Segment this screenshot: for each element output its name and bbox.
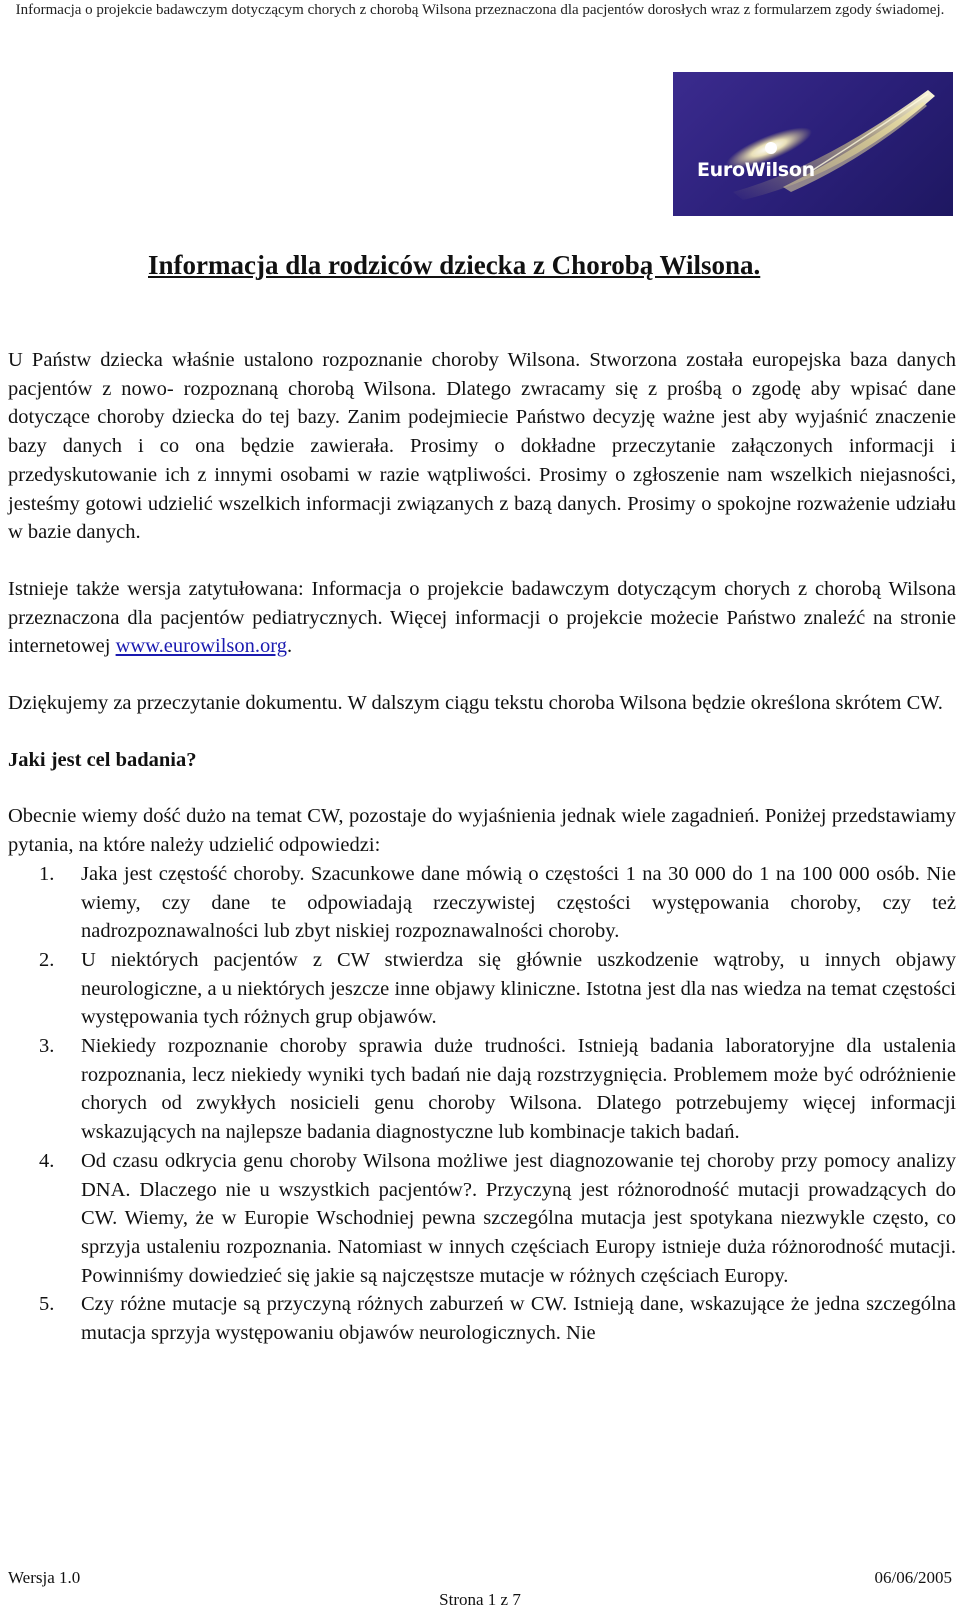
logo-text: EuroWilson xyxy=(697,159,815,181)
list-number: 2. xyxy=(39,948,55,971)
section-heading: Jaki jest cel badania? xyxy=(8,748,197,771)
list-number: 5. xyxy=(39,1293,55,1316)
footer-page-number: Strona 1 z 7 xyxy=(439,1590,521,1609)
footer-version: Wersja 1.0 xyxy=(8,1568,81,1587)
footer-date: 06/06/2005 xyxy=(874,1568,952,1587)
list-number: 4. xyxy=(39,1149,55,1172)
list-item xyxy=(8,1147,956,1291)
list-text: Czy różne mutacje są przyczyną różnych zaburzeń w CW. Istnieją dane, wskazujące że jedna szczególna mutacja sprzyja występowaniu objawów neurologicznych. Nie xyxy=(81,1293,956,1345)
eurowilson-link[interactable]: www.eurowilson.org xyxy=(115,635,287,658)
page-title: Informacja dla rodziców dziecka z Chorobą Wilsona. xyxy=(148,250,761,280)
lead-paragraph: Obecnie wiemy dość dużo na temat CW, pozostaje do wyjaśnienia jednak wiele zagadnień. Poniżej przedstawiamy pytania, na które należy udzielić odpowiedzi: xyxy=(8,805,956,857)
list-text: U niektórych pacjentów z CW stwierdza się głównie uszkodzenie wątroby, u innych objawy neurologiczne, a u niektórych jeszcze inne objawy kliniczne. Istotna jest dla nas wiedza na temat częstości występowania tych różnych grup objawów. xyxy=(81,948,956,1029)
intro-paragraph: U Państw dziecka właśnie ustalono rozpoznanie choroby Wilsona. Stworzona została europejska baza danych pacjentów z nowo- rozpoznaną chorobą Wilsona. Dlatego zwracamy się z prośbą o zgodę aby wpisać dane dotyczące choroby dziecka do tej bazy. Zanim podejmiecie Państwo decyzję ważne jest aby wyjaśnić znaczenie bazy danych i co ona będzie zawierała. Prosimy o dokładne przeczytanie załączonych informacji i przedyskutowanie ich z innymi osobami w razie wątpliwości. Prosimy o zgłoszenie nam wszelkich niejasności, jesteśmy gotowi udzielić wszelkich informacji związanych z bazą danych. Prosimy o spokojne rozważenie udziału w bazie danych. xyxy=(8,349,956,544)
version-info-end: . xyxy=(286,635,293,658)
version-info-text: Istnieje także wersja zatytułowana: Informacja o projekcie badawczym dotyczącym chorych z chorobą Wilsona przeznaczona dla pacjentów pediatrycznych. Więcej informacji o projekcie możecie Państwo znaleźć na stronie internetowej xyxy=(8,577,956,658)
list-number: 1. xyxy=(39,862,55,885)
running-header: Informacja o projekcie badawczym dotyczącym chorych z chorobą Wilsona przeznaczona dla pacjentów dorosłych wraz z formularzem zgody świadomej. xyxy=(15,2,945,18)
eurowilson-logo xyxy=(673,72,953,216)
document-body xyxy=(8,346,956,1348)
thanks-paragraph: Dziękujemy za przeczytanie dokumentu. W dalszym ciągu tekstu choroba Wilsona będzie określona skrótem CW. xyxy=(8,692,943,715)
list-number: 3. xyxy=(39,1035,55,1058)
list-item xyxy=(8,1032,956,1147)
list-text: Jaka jest częstość choroby. Szacunkowe dane mówią o częstości 1 na 30 000 do 1 na 100 000 osób. Nie wiemy, czy dane te odpowiadają rzeczywistej częstości występowania choroby, czy też nadrozpoznawalności lub zbyt niskiej rozpoznawalności choroby. xyxy=(81,862,956,943)
list-item xyxy=(8,1290,956,1347)
questions-list xyxy=(8,860,956,1348)
list-text: Od czasu odkrycia genu choroby Wilsona możliwe jest diagnozowanie tej choroby przy pomocy analizy DNA. Dlaczego nie u wszystkich pacjentów?. Przyczyną jest różnorodność mutacji prowadzących do CW. Wiemy, że w Europie Wschodniej pewna szczególna mutacja jest spotykana niezwykle często, co sprzyja ustaleniu rozpoznania. Natomiast w innych częściach Europy istnieje duża różnorodność mutacji. Powinniśmy dowiedzieć się jakie są najczęstsze mutacje w różnych częściach Europy. xyxy=(81,1149,956,1287)
list-text: Niekiedy rozpoznanie choroby sprawia duże trudności. Istnieją badania laboratoryjne dla ustalenia rozpoznania, lecz niekiedy wyniki tych badań nie dają rozstrzygnięcia. Problemem może być odróżnienie chorych od zwykłych nosicieli genu choroby Wilsona. Dlatego potrzebujemy więcej informacji wskazujących na najlepsze badania diagnostyczne lub kombinacje takich badań. xyxy=(81,1035,956,1144)
version-info-paragraph xyxy=(8,575,956,661)
list-item xyxy=(8,860,956,946)
comet-swoosh-icon xyxy=(673,72,953,216)
list-item xyxy=(8,946,956,1032)
